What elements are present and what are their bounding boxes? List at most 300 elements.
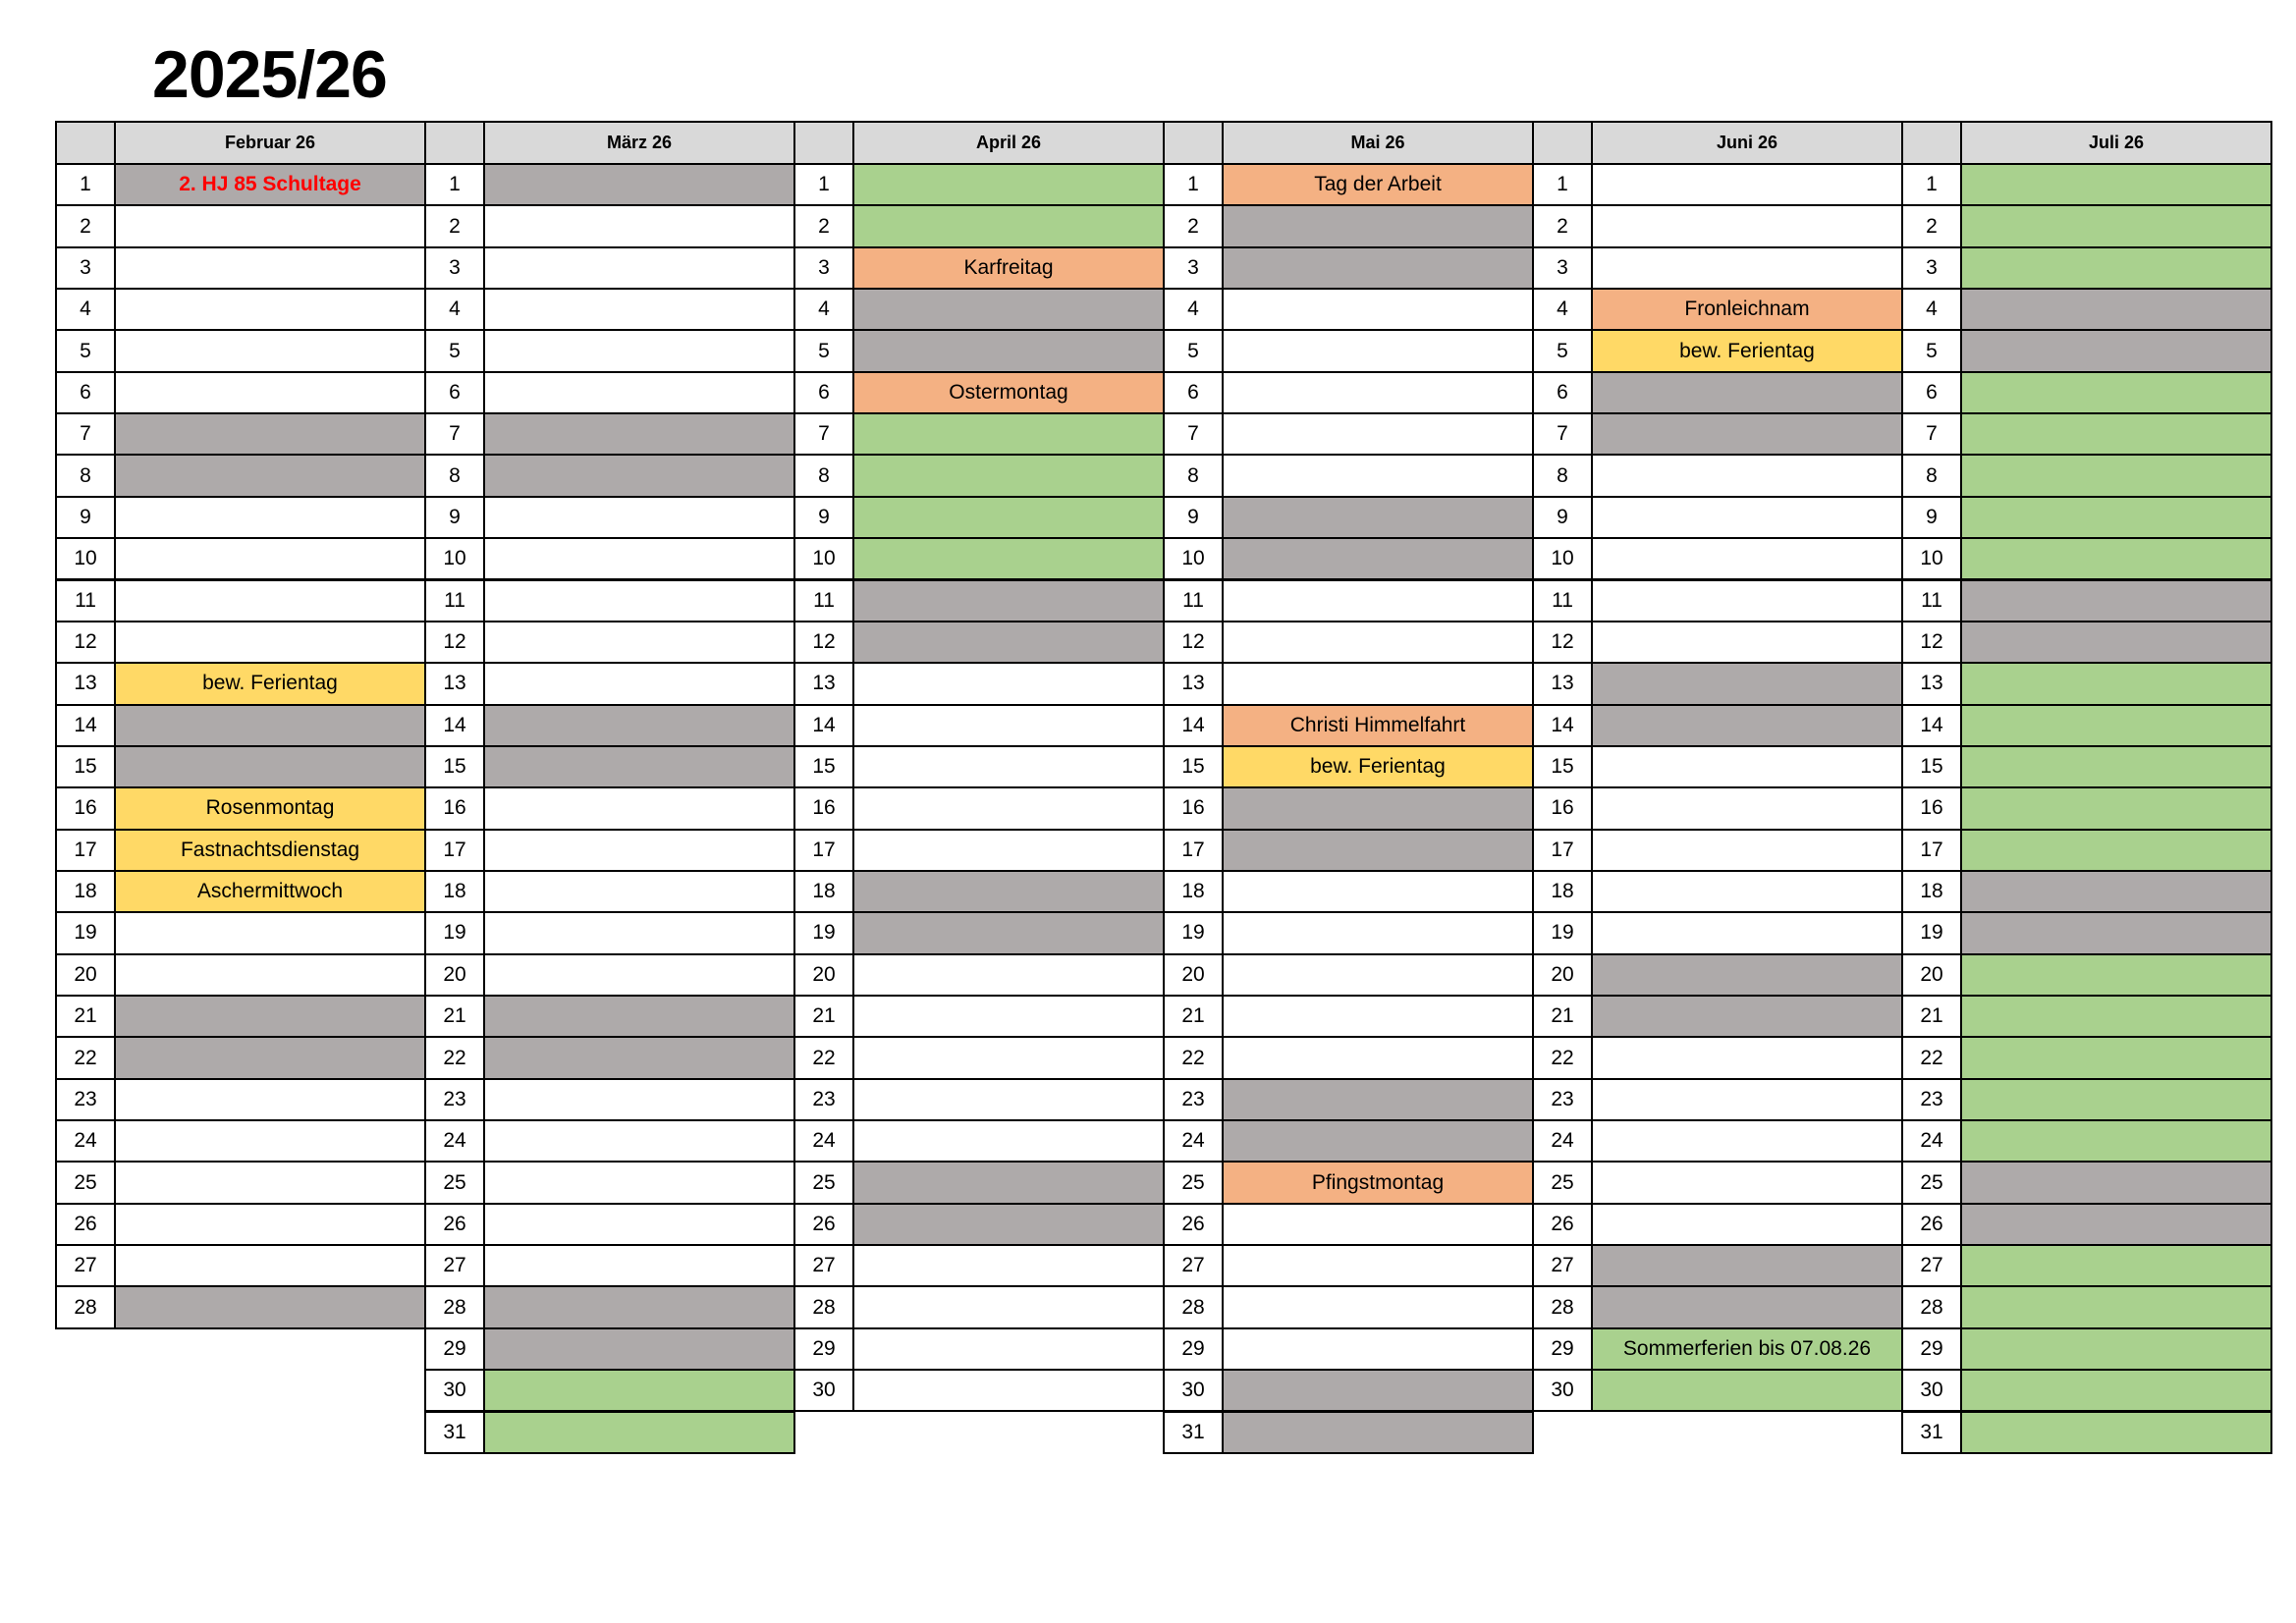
day-number: 17 bbox=[1901, 829, 1962, 872]
day-number: 11 bbox=[55, 579, 116, 622]
month-header: März 26 bbox=[483, 121, 795, 165]
day-cell-juni-26-14 bbox=[1591, 704, 1903, 747]
day-cell-m-rz-26-28 bbox=[483, 1285, 795, 1328]
day-number: 24 bbox=[1901, 1119, 1962, 1163]
day-cell-mai-26-24 bbox=[1222, 1119, 1534, 1163]
day-number: 21 bbox=[55, 995, 116, 1038]
day-cell-juli-26-15 bbox=[1960, 745, 2272, 788]
day-cell-m-rz-26-13 bbox=[483, 662, 795, 705]
day-number: 22 bbox=[1901, 1036, 1962, 1079]
day-cell-mai-26-31 bbox=[1222, 1411, 1534, 1454]
day-cell-februar-26-26 bbox=[114, 1203, 426, 1246]
day-cell-m-rz-26-19 bbox=[483, 911, 795, 954]
day-cell-m-rz-26-4 bbox=[483, 288, 795, 331]
day-number: 10 bbox=[55, 537, 116, 580]
day-number: 8 bbox=[793, 454, 854, 497]
day-cell-april-26-9 bbox=[852, 496, 1165, 539]
day-cell-mai-26-15: bew. Ferientag bbox=[1222, 745, 1534, 788]
day-cell-april-26-11 bbox=[852, 579, 1165, 622]
day-cell-juni-26-9 bbox=[1591, 496, 1903, 539]
day-cell-juli-26-4 bbox=[1960, 288, 2272, 331]
day-cell-juni-26-4: Fronleichnam bbox=[1591, 288, 1903, 331]
day-number: 4 bbox=[55, 288, 116, 331]
month-header-blank bbox=[1532, 121, 1593, 165]
day-number: 26 bbox=[1532, 1203, 1593, 1246]
day-cell-m-rz-26-17 bbox=[483, 829, 795, 872]
day-cell-februar-26-17: Fastnachtsdienstag bbox=[114, 829, 426, 872]
day-number: 26 bbox=[55, 1203, 116, 1246]
day-cell-februar-26-28 bbox=[114, 1285, 426, 1328]
day-cell-m-rz-26-31 bbox=[483, 1411, 795, 1454]
month-header: Mai 26 bbox=[1222, 121, 1534, 165]
day-cell-april-26-3: Karfreitag bbox=[852, 246, 1165, 290]
day-number: 10 bbox=[1163, 537, 1224, 580]
day-cell-juni-26-18 bbox=[1591, 870, 1903, 913]
day-number: 2 bbox=[1163, 204, 1224, 247]
day-number: 7 bbox=[1901, 412, 1962, 456]
day-cell-juli-26-18 bbox=[1960, 870, 2272, 913]
day-cell-juli-26-28 bbox=[1960, 1285, 2272, 1328]
day-number: 21 bbox=[793, 995, 854, 1038]
day-cell-mai-26-5 bbox=[1222, 329, 1534, 372]
day-number: 21 bbox=[1901, 995, 1962, 1038]
day-number: 27 bbox=[1901, 1244, 1962, 1287]
day-cell-m-rz-26-24 bbox=[483, 1119, 795, 1163]
day-number: 18 bbox=[1163, 870, 1224, 913]
day-number: 13 bbox=[55, 662, 116, 705]
day-cell-mai-26-7 bbox=[1222, 412, 1534, 456]
day-cell-april-26-4 bbox=[852, 288, 1165, 331]
month-header-blank bbox=[1901, 121, 1962, 165]
day-cell-juli-26-23 bbox=[1960, 1078, 2272, 1121]
day-cell-mai-26-28 bbox=[1222, 1285, 1534, 1328]
day-number: 28 bbox=[1532, 1285, 1593, 1328]
month-header-blank bbox=[55, 121, 116, 165]
day-cell-juli-26-22 bbox=[1960, 1036, 2272, 1079]
day-number: 13 bbox=[424, 662, 485, 705]
day-cell-april-26-14 bbox=[852, 704, 1165, 747]
day-cell-mai-26-8 bbox=[1222, 454, 1534, 497]
day-cell-april-26-6: Ostermontag bbox=[852, 371, 1165, 414]
day-cell-m-rz-26-25 bbox=[483, 1161, 795, 1204]
day-cell-mai-26-1: Tag der Arbeit bbox=[1222, 163, 1534, 206]
day-number: 4 bbox=[424, 288, 485, 331]
day-cell-mai-26-12 bbox=[1222, 621, 1534, 664]
day-cell-m-rz-26-30 bbox=[483, 1369, 795, 1412]
day-cell-april-26-22 bbox=[852, 1036, 1165, 1079]
day-cell-februar-26-11 bbox=[114, 579, 426, 622]
day-number: 26 bbox=[1163, 1203, 1224, 1246]
day-number: 2 bbox=[1532, 204, 1593, 247]
day-number: 16 bbox=[1163, 786, 1224, 830]
day-number: 18 bbox=[1901, 870, 1962, 913]
day-cell-m-rz-26-8 bbox=[483, 454, 795, 497]
day-number: 27 bbox=[424, 1244, 485, 1287]
day-number: 6 bbox=[793, 371, 854, 414]
day-number: 25 bbox=[1901, 1161, 1962, 1204]
day-number: 23 bbox=[1901, 1078, 1962, 1121]
day-cell-juni-26-8 bbox=[1591, 454, 1903, 497]
day-cell-april-26-24 bbox=[852, 1119, 1165, 1163]
day-cell-februar-26-18: Aschermittwoch bbox=[114, 870, 426, 913]
day-cell-mai-26-14: Christi Himmelfahrt bbox=[1222, 704, 1534, 747]
day-number: 7 bbox=[793, 412, 854, 456]
day-number: 14 bbox=[55, 704, 116, 747]
day-number: 30 bbox=[424, 1369, 485, 1412]
day-cell-februar-26-9 bbox=[114, 496, 426, 539]
day-number: 14 bbox=[793, 704, 854, 747]
day-number: 1 bbox=[55, 163, 116, 206]
day-cell-mai-26-30 bbox=[1222, 1369, 1534, 1412]
day-cell-juni-26-3 bbox=[1591, 246, 1903, 290]
day-number: 12 bbox=[1901, 621, 1962, 664]
day-cell-juni-26-1 bbox=[1591, 163, 1903, 206]
day-number: 26 bbox=[424, 1203, 485, 1246]
day-number: 7 bbox=[424, 412, 485, 456]
day-number: 9 bbox=[793, 496, 854, 539]
day-cell-juli-26-29 bbox=[1960, 1327, 2272, 1371]
day-cell-juni-26-6 bbox=[1591, 371, 1903, 414]
day-number: 17 bbox=[1532, 829, 1593, 872]
day-number: 23 bbox=[1532, 1078, 1593, 1121]
day-number: 6 bbox=[424, 371, 485, 414]
day-cell-m-rz-26-22 bbox=[483, 1036, 795, 1079]
day-number: 20 bbox=[1901, 953, 1962, 997]
day-number: 28 bbox=[793, 1285, 854, 1328]
page-title: 2025/26 bbox=[152, 37, 387, 112]
day-number: 17 bbox=[1163, 829, 1224, 872]
day-cell-april-26-26 bbox=[852, 1203, 1165, 1246]
day-number: 3 bbox=[1163, 246, 1224, 290]
day-number: 19 bbox=[1163, 911, 1224, 954]
day-cell-juni-26-24 bbox=[1591, 1119, 1903, 1163]
day-number: 14 bbox=[424, 704, 485, 747]
day-cell-juli-26-14 bbox=[1960, 704, 2272, 747]
day-cell-april-26-15 bbox=[852, 745, 1165, 788]
day-number: 19 bbox=[793, 911, 854, 954]
day-cell-juli-26-2 bbox=[1960, 204, 2272, 247]
day-cell-m-rz-26-20 bbox=[483, 953, 795, 997]
day-number: 12 bbox=[424, 621, 485, 664]
day-number: 15 bbox=[1163, 745, 1224, 788]
day-cell-mai-26-4 bbox=[1222, 288, 1534, 331]
day-number: 20 bbox=[1532, 953, 1593, 997]
day-cell-juni-26-10 bbox=[1591, 537, 1903, 580]
day-number: 17 bbox=[55, 829, 116, 872]
day-cell-mai-26-10 bbox=[1222, 537, 1534, 580]
day-cell-m-rz-26-6 bbox=[483, 371, 795, 414]
day-number: 8 bbox=[55, 454, 116, 497]
day-cell-mai-26-18 bbox=[1222, 870, 1534, 913]
day-cell-mai-26-2 bbox=[1222, 204, 1534, 247]
day-cell-m-rz-26-29 bbox=[483, 1327, 795, 1371]
day-cell-mai-26-26 bbox=[1222, 1203, 1534, 1246]
day-number: 8 bbox=[424, 454, 485, 497]
day-number: 1 bbox=[1532, 163, 1593, 206]
day-number: 8 bbox=[1901, 454, 1962, 497]
day-number: 21 bbox=[1532, 995, 1593, 1038]
day-number: 24 bbox=[1532, 1119, 1593, 1163]
day-number: 12 bbox=[55, 621, 116, 664]
day-number: 6 bbox=[55, 371, 116, 414]
day-cell-februar-26-15 bbox=[114, 745, 426, 788]
day-cell-juli-26-1 bbox=[1960, 163, 2272, 206]
day-cell-februar-26-20 bbox=[114, 953, 426, 997]
day-cell-juni-26-16 bbox=[1591, 786, 1903, 830]
day-number: 24 bbox=[793, 1119, 854, 1163]
day-cell-mai-26-19 bbox=[1222, 911, 1534, 954]
day-cell-februar-26-7 bbox=[114, 412, 426, 456]
day-number: 31 bbox=[1901, 1411, 1962, 1454]
day-number: 18 bbox=[424, 870, 485, 913]
day-number: 2 bbox=[1901, 204, 1962, 247]
day-number: 29 bbox=[424, 1327, 485, 1371]
month-header-blank bbox=[424, 121, 485, 165]
day-number: 15 bbox=[1532, 745, 1593, 788]
day-number: 16 bbox=[793, 786, 854, 830]
day-cell-juli-26-9 bbox=[1960, 496, 2272, 539]
day-cell-juli-26-11 bbox=[1960, 579, 2272, 622]
day-number: 3 bbox=[793, 246, 854, 290]
day-number: 15 bbox=[793, 745, 854, 788]
day-cell-april-26-20 bbox=[852, 953, 1165, 997]
day-cell-juli-26-16 bbox=[1960, 786, 2272, 830]
day-cell-mai-26-13 bbox=[1222, 662, 1534, 705]
day-number: 17 bbox=[424, 829, 485, 872]
day-number: 27 bbox=[1532, 1244, 1593, 1287]
day-cell-m-rz-26-11 bbox=[483, 579, 795, 622]
day-cell-april-26-28 bbox=[852, 1285, 1165, 1328]
day-cell-juli-26-24 bbox=[1960, 1119, 2272, 1163]
day-number: 23 bbox=[793, 1078, 854, 1121]
day-cell-juni-26-30 bbox=[1591, 1369, 1903, 1412]
day-number: 8 bbox=[1532, 454, 1593, 497]
day-number: 27 bbox=[55, 1244, 116, 1287]
day-number: 3 bbox=[55, 246, 116, 290]
day-cell-mai-26-29 bbox=[1222, 1327, 1534, 1371]
day-cell-februar-26-1: 2. HJ 85 Schultage bbox=[114, 163, 426, 206]
day-cell-mai-26-22 bbox=[1222, 1036, 1534, 1079]
day-number: 16 bbox=[1532, 786, 1593, 830]
day-cell-februar-26-8 bbox=[114, 454, 426, 497]
month-header: Februar 26 bbox=[114, 121, 426, 165]
day-number: 28 bbox=[55, 1285, 116, 1328]
day-number: 16 bbox=[1901, 786, 1962, 830]
day-cell-april-26-1 bbox=[852, 163, 1165, 206]
day-number: 4 bbox=[1901, 288, 1962, 331]
day-cell-m-rz-26-9 bbox=[483, 496, 795, 539]
day-cell-juni-26-25 bbox=[1591, 1161, 1903, 1204]
day-number: 13 bbox=[793, 662, 854, 705]
day-cell-april-26-13 bbox=[852, 662, 1165, 705]
day-number: 19 bbox=[1901, 911, 1962, 954]
day-number: 14 bbox=[1901, 704, 1962, 747]
day-number: 21 bbox=[424, 995, 485, 1038]
day-number: 12 bbox=[1532, 621, 1593, 664]
month-header: Juli 26 bbox=[1960, 121, 2272, 165]
day-number: 6 bbox=[1901, 371, 1962, 414]
day-number: 25 bbox=[424, 1161, 485, 1204]
day-number: 17 bbox=[793, 829, 854, 872]
day-number: 2 bbox=[424, 204, 485, 247]
day-number: 25 bbox=[1532, 1161, 1593, 1204]
day-cell-april-26-21 bbox=[852, 995, 1165, 1038]
day-cell-april-26-7 bbox=[852, 412, 1165, 456]
day-number: 9 bbox=[424, 496, 485, 539]
day-number: 23 bbox=[424, 1078, 485, 1121]
day-cell-m-rz-26-27 bbox=[483, 1244, 795, 1287]
day-number: 3 bbox=[1901, 246, 1962, 290]
day-cell-m-rz-26-2 bbox=[483, 204, 795, 247]
day-cell-m-rz-26-18 bbox=[483, 870, 795, 913]
day-cell-februar-26-5 bbox=[114, 329, 426, 372]
day-number: 20 bbox=[793, 953, 854, 997]
day-number: 9 bbox=[1163, 496, 1224, 539]
day-number: 25 bbox=[1163, 1161, 1224, 1204]
day-cell-juni-26-19 bbox=[1591, 911, 1903, 954]
day-cell-juni-26-27 bbox=[1591, 1244, 1903, 1287]
day-cell-juni-26-26 bbox=[1591, 1203, 1903, 1246]
day-cell-april-26-5 bbox=[852, 329, 1165, 372]
day-cell-juli-26-30 bbox=[1960, 1369, 2272, 1412]
day-number: 23 bbox=[1163, 1078, 1224, 1121]
day-number: 13 bbox=[1901, 662, 1962, 705]
day-cell-februar-26-21 bbox=[114, 995, 426, 1038]
day-cell-m-rz-26-16 bbox=[483, 786, 795, 830]
day-cell-mai-26-3 bbox=[1222, 246, 1534, 290]
day-number: 1 bbox=[1163, 163, 1224, 206]
day-number: 11 bbox=[1163, 579, 1224, 622]
day-cell-april-26-10 bbox=[852, 537, 1165, 580]
day-number: 5 bbox=[1163, 329, 1224, 372]
day-cell-juni-26-13 bbox=[1591, 662, 1903, 705]
day-cell-juni-26-12 bbox=[1591, 621, 1903, 664]
day-number: 31 bbox=[1163, 1411, 1224, 1454]
day-cell-juli-26-17 bbox=[1960, 829, 2272, 872]
day-cell-juni-26-29: Sommerferien bis 07.08.26 bbox=[1591, 1327, 1903, 1371]
day-number: 8 bbox=[1163, 454, 1224, 497]
day-cell-mai-26-6 bbox=[1222, 371, 1534, 414]
day-cell-februar-26-10 bbox=[114, 537, 426, 580]
day-number: 4 bbox=[1163, 288, 1224, 331]
day-number: 10 bbox=[1901, 537, 1962, 580]
day-number: 5 bbox=[55, 329, 116, 372]
day-number: 3 bbox=[1532, 246, 1593, 290]
day-number: 15 bbox=[424, 745, 485, 788]
day-number: 20 bbox=[55, 953, 116, 997]
day-number: 29 bbox=[1532, 1327, 1593, 1371]
day-number: 5 bbox=[1532, 329, 1593, 372]
day-number: 16 bbox=[424, 786, 485, 830]
day-cell-mai-26-23 bbox=[1222, 1078, 1534, 1121]
day-cell-april-26-19 bbox=[852, 911, 1165, 954]
day-number: 7 bbox=[55, 412, 116, 456]
day-number: 4 bbox=[793, 288, 854, 331]
day-cell-juni-26-23 bbox=[1591, 1078, 1903, 1121]
day-number: 2 bbox=[793, 204, 854, 247]
day-cell-juni-26-28 bbox=[1591, 1285, 1903, 1328]
day-cell-juni-26-2 bbox=[1591, 204, 1903, 247]
day-cell-februar-26-16: Rosenmontag bbox=[114, 786, 426, 830]
day-number: 11 bbox=[1532, 579, 1593, 622]
day-cell-juli-26-25 bbox=[1960, 1161, 2272, 1204]
day-number: 5 bbox=[793, 329, 854, 372]
day-cell-juli-26-26 bbox=[1960, 1203, 2272, 1246]
day-number: 24 bbox=[55, 1119, 116, 1163]
day-cell-juli-26-27 bbox=[1960, 1244, 2272, 1287]
day-number: 2 bbox=[55, 204, 116, 247]
day-cell-m-rz-26-15 bbox=[483, 745, 795, 788]
day-number: 30 bbox=[793, 1369, 854, 1412]
month-header-blank bbox=[793, 121, 854, 165]
day-cell-februar-26-27 bbox=[114, 1244, 426, 1287]
month-header: April 26 bbox=[852, 121, 1165, 165]
day-number: 9 bbox=[1532, 496, 1593, 539]
day-number: 24 bbox=[1163, 1119, 1224, 1163]
day-cell-februar-26-23 bbox=[114, 1078, 426, 1121]
day-number: 18 bbox=[55, 870, 116, 913]
day-cell-juli-26-8 bbox=[1960, 454, 2272, 497]
day-number: 13 bbox=[1163, 662, 1224, 705]
day-cell-juni-26-5: bew. Ferientag bbox=[1591, 329, 1903, 372]
day-cell-juni-26-17 bbox=[1591, 829, 1903, 872]
day-cell-m-rz-26-12 bbox=[483, 621, 795, 664]
day-cell-april-26-29 bbox=[852, 1327, 1165, 1371]
day-cell-juli-26-12 bbox=[1960, 621, 2272, 664]
day-number: 28 bbox=[1901, 1285, 1962, 1328]
day-number: 11 bbox=[1901, 579, 1962, 622]
day-number: 5 bbox=[424, 329, 485, 372]
day-number: 3 bbox=[424, 246, 485, 290]
day-number: 27 bbox=[793, 1244, 854, 1287]
day-cell-juli-26-20 bbox=[1960, 953, 2272, 997]
day-number: 18 bbox=[793, 870, 854, 913]
day-cell-mai-26-9 bbox=[1222, 496, 1534, 539]
day-number: 30 bbox=[1532, 1369, 1593, 1412]
day-number: 7 bbox=[1163, 412, 1224, 456]
day-number: 18 bbox=[1532, 870, 1593, 913]
day-number: 9 bbox=[55, 496, 116, 539]
day-number: 29 bbox=[1901, 1327, 1962, 1371]
day-cell-april-26-25 bbox=[852, 1161, 1165, 1204]
day-cell-februar-26-12 bbox=[114, 621, 426, 664]
day-number: 15 bbox=[55, 745, 116, 788]
day-cell-mai-26-11 bbox=[1222, 579, 1534, 622]
day-cell-mai-26-25: Pfingstmontag bbox=[1222, 1161, 1534, 1204]
day-number: 29 bbox=[793, 1327, 854, 1371]
day-number: 12 bbox=[1163, 621, 1224, 664]
day-number: 19 bbox=[1532, 911, 1593, 954]
day-number: 1 bbox=[1901, 163, 1962, 206]
day-number: 22 bbox=[424, 1036, 485, 1079]
month-header: Juni 26 bbox=[1591, 121, 1903, 165]
day-cell-februar-26-24 bbox=[114, 1119, 426, 1163]
day-cell-juli-26-7 bbox=[1960, 412, 2272, 456]
day-cell-februar-26-22 bbox=[114, 1036, 426, 1079]
day-number: 11 bbox=[793, 579, 854, 622]
month-header-blank bbox=[1163, 121, 1224, 165]
day-cell-februar-26-13: bew. Ferientag bbox=[114, 662, 426, 705]
day-number: 20 bbox=[424, 953, 485, 997]
day-number: 29 bbox=[1163, 1327, 1224, 1371]
day-number: 22 bbox=[1163, 1036, 1224, 1079]
day-cell-m-rz-26-5 bbox=[483, 329, 795, 372]
day-cell-april-26-12 bbox=[852, 621, 1165, 664]
day-number: 13 bbox=[1532, 662, 1593, 705]
day-number: 7 bbox=[1532, 412, 1593, 456]
day-cell-mai-26-17 bbox=[1222, 829, 1534, 872]
day-number: 10 bbox=[424, 537, 485, 580]
